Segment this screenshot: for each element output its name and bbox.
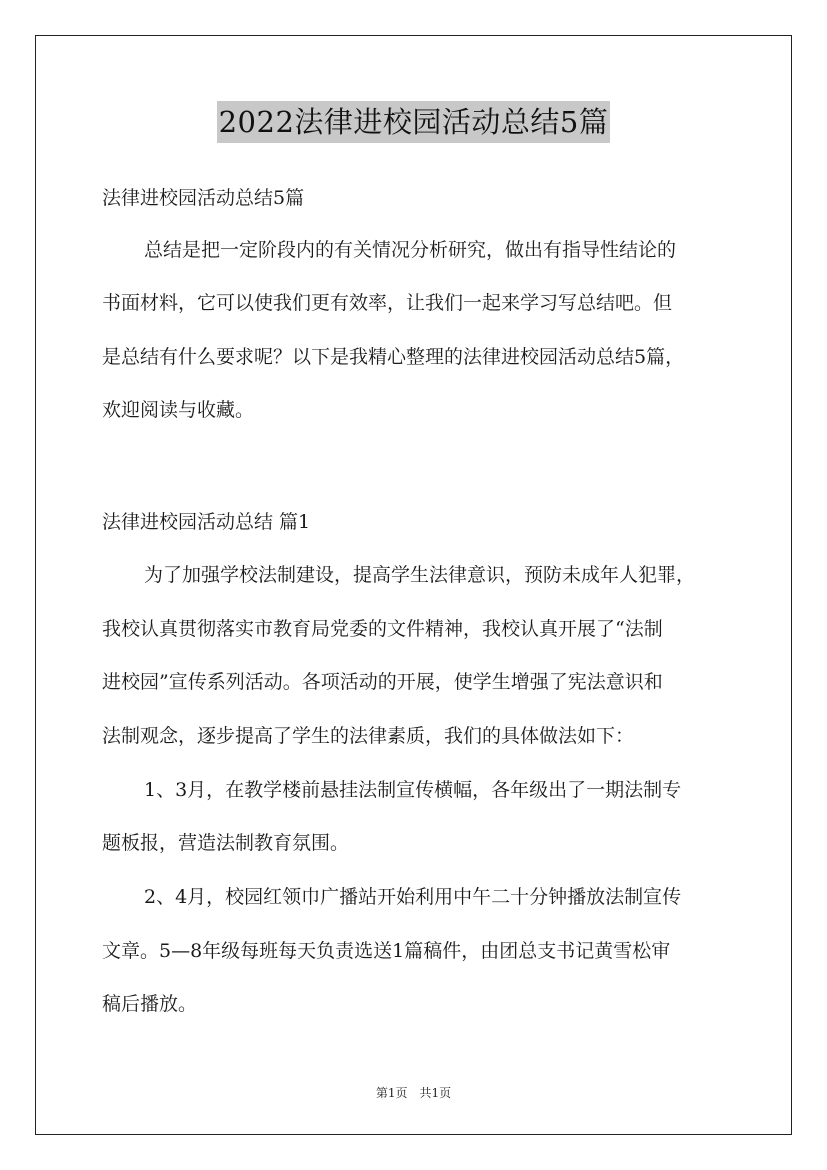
- section-heading: 法律进校园活动总结 篇1: [102, 511, 311, 533]
- paragraph-line: 为了加强学校法制建设，提高学生法律意识，预防未成年人犯罪，: [144, 564, 696, 586]
- paragraph-line: 稿后播放。: [102, 993, 198, 1015]
- paragraph-line: 文章。5—8年级每班每天负责选送1篇稿件，由团总支书记黄雪松审: [102, 940, 671, 962]
- document-title: 2022法律进校园活动总结5篇: [217, 101, 611, 143]
- intro-line: 欢迎阅读与收藏。: [102, 399, 255, 421]
- paragraph-line: 1、3月，在教学楼前悬挂法制宣传横幅，各年级出了一期法制专: [144, 779, 682, 801]
- intro-line: 是总结有什么要求呢？以下是我精心整理的法律进校园活动总结5篇，: [102, 346, 685, 368]
- page-number-footer: 第1页 共1页: [375, 1086, 452, 1100]
- paragraph-line: 我校认真贯彻落实市教育局党委的文件精神，我校认真开展了“法制: [102, 618, 663, 640]
- intro-line: 总结是把一定阶段内的有关情况分析研究，做出有指导性结论的: [144, 239, 677, 261]
- paragraph-line: 2、4月，校园红领巾广播站开始利用中午二十分钟播放法制宣传: [144, 886, 682, 908]
- intro-line: 书面材料，它可以使我们更有效率，让我们一起来学习写总结吧。但: [102, 292, 673, 314]
- paragraph-line: 题板报，营造法制教育氛围。: [102, 832, 350, 854]
- paragraph-line: 法制观念，逐步提高了学生的法律素质，我们的具体做法如下：: [102, 725, 635, 747]
- title-wrap: [0, 101, 827, 143]
- paragraph-line: 进校园”宣传系列活动。各项活动的开展，使学生增强了宪法意识和: [102, 671, 663, 693]
- document-subtitle: 法律进校园活动总结5篇: [102, 187, 305, 209]
